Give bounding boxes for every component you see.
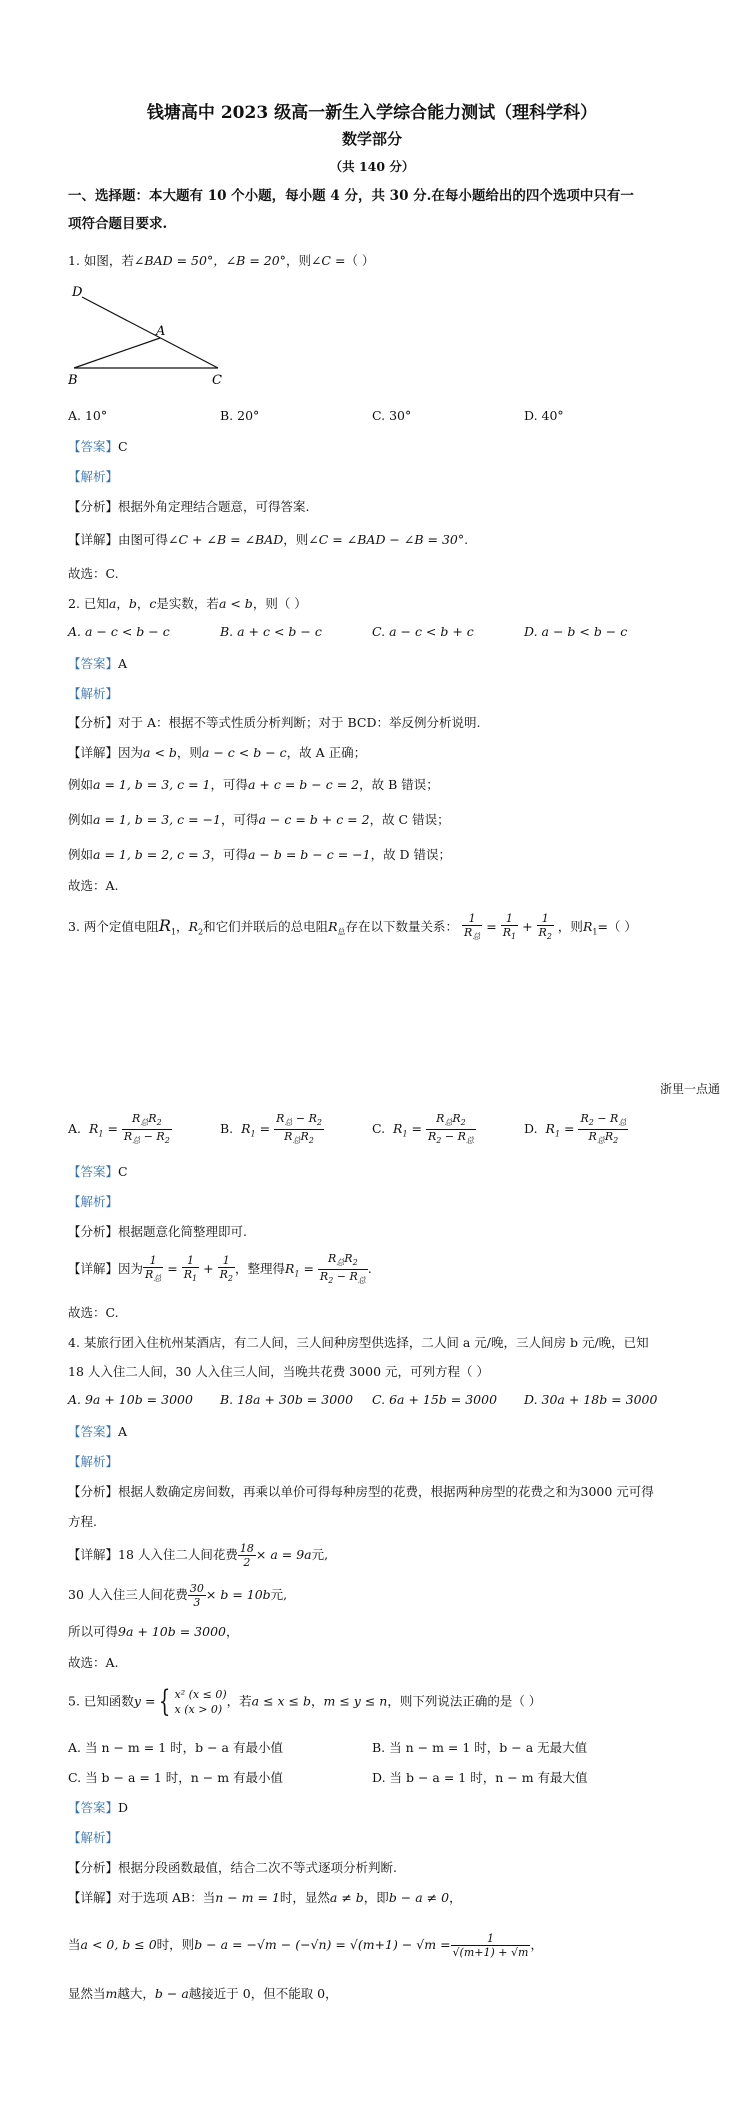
q1-detail-text2: ，则 — [283, 532, 309, 547]
q1-choose — [68, 564, 119, 582]
q3-detail: 【详解】因为 $\frac{1}{R_总}$ = $\frac{1}{R_1}$ + $\frac{1}{R_2}$ ，整理得$R_1$ = $\frac{R_总R_2}{R_2 - R_总}$ . — [68, 1252, 372, 1286]
q4-d1-math: × a = 9a — [255, 1547, 312, 1562]
q1-line-BA — [74, 338, 160, 368]
q2-detail-4 — [68, 845, 451, 863]
q1-answer-value: C — [118, 439, 128, 454]
q2-stem-text3: ，则（ ） — [252, 596, 307, 611]
q4-d3-text2: ， — [225, 1624, 239, 1639]
xiangjie-label: 【详解】 — [68, 1547, 119, 1562]
q3-option-a: A. $R_1$ = $\frac{R_总R_2}{R_总 - R_2}$ — [68, 1112, 170, 1146]
q2-stem-a: a — [108, 596, 117, 611]
choose-label: 故选： — [68, 1655, 106, 1670]
q2-fenxi — [68, 713, 480, 731]
q3-detail-text1: 因为 — [118, 1261, 144, 1277]
fenxi-label: 【分析】 — [68, 1224, 119, 1239]
q5-piece1: x² (x ≤ 0) — [174, 1688, 227, 1701]
q1-label-C: C — [212, 373, 222, 388]
q1-option-a: A. 10° — [68, 408, 108, 423]
q2-d1-text1: 因为 — [118, 745, 144, 760]
q4-choose-value: A. — [105, 1655, 119, 1670]
q1-label-A: A — [156, 324, 166, 339]
q1-answer — [68, 437, 128, 455]
q1-stem-math2: ∠C = — [310, 253, 346, 268]
q2-d3-math1: a = 1, b = 3, c = −1 — [93, 812, 221, 827]
q5-d2-math2: b − a = −√m − (−√n) = √(m+1) − √m = — [194, 1937, 451, 1952]
q3-stem-text3: 存在以下数量关系： — [345, 919, 459, 935]
q4-option-b: B. 18a + 30b = 3000 — [220, 1392, 354, 1407]
q3-stem-R1b-sub: 1 — [592, 927, 598, 937]
q4-option-c: C. 6a + 15b = 3000 — [372, 1392, 498, 1407]
q3-stem-text4: ，则 — [557, 919, 583, 935]
q2-choose-value: A. — [105, 878, 119, 893]
q5-d2-text3: ， — [530, 1937, 543, 1952]
q5-d1-text2: 时，显然 — [279, 1890, 330, 1905]
q2-d2-text1: 例如 — [68, 777, 94, 792]
q5-option-a: A. 当 n − m = 1 时，b − a 有最小值 — [68, 1740, 283, 1755]
q3-fenxi — [68, 1222, 247, 1240]
answer-label: 【答案】 — [68, 439, 119, 454]
q4-d3-math: 9a + 10b = 3000 — [118, 1624, 226, 1639]
q4-detail-2: 30 人入住三人间花费 $\frac{30}{3}$ × b = 10b元, — [68, 1582, 288, 1609]
q1-detail-math2: ∠C = ∠BAD − ∠B = 30° — [308, 532, 465, 547]
q1-line-DC — [82, 297, 218, 368]
q5-d1-math3: b − a ≠ 0 — [388, 1890, 450, 1905]
fenxi-label: 【分析】 — [68, 1484, 119, 1499]
q5-d2-math1: a < 0, b ≤ 0 — [80, 1937, 157, 1952]
q3-optB-label: B. — [220, 1121, 234, 1137]
q4-d2-math: × b = 10b — [205, 1587, 271, 1602]
q2-fenxi-text: 对于 A：根据不等式性质分析判断；对于 BCD：举反例分析说明. — [118, 715, 481, 730]
q3-optC-label: C. — [372, 1121, 386, 1137]
q5-stem-text2: ，若 — [226, 1693, 252, 1709]
q4-analysis-label: 【解析】 — [68, 1454, 119, 1469]
q4-option-d: D. 30a + 18b = 3000 — [524, 1392, 658, 1407]
q5-answer — [68, 1798, 128, 1816]
q1-detail-text3: . — [464, 532, 469, 547]
answer-label: 【答案】 — [68, 656, 119, 671]
q4-option-a: A. 9a + 10b = 3000 — [68, 1392, 193, 1407]
q5-detail-1 — [68, 1888, 462, 1906]
q2-d1-math2: a − c < b − c — [201, 745, 287, 760]
q1-stem-text2: ，则 — [285, 253, 311, 268]
q5-d1-text3: ，即 — [363, 1890, 389, 1905]
q3-option-d: D. $R_1$ = $\frac{R_2 - R_总}{R_总R_2}$ — [524, 1112, 627, 1146]
q4-d2-text2: 元, — [270, 1587, 288, 1602]
q5-d1-text4: ， — [449, 1890, 462, 1905]
q2-d3-math2: a − c = b + c = 2 — [258, 812, 370, 827]
q3-stem — [68, 912, 637, 943]
q5-stem-y: y = — [133, 1693, 156, 1709]
fenxi-label: 【分析】 — [68, 499, 119, 514]
q3-stem-R2: R — [188, 919, 198, 935]
q2-detail-2 — [68, 775, 439, 793]
q3-stem-equation: $\frac{1}{R_总}$ = $\frac{1}{R_1}$ + $\frac{1}{R_2}$ — [464, 912, 552, 942]
q4-detail-3 — [68, 1622, 239, 1640]
q2-option-d: D. a − b < b − c — [524, 624, 628, 639]
q1-triangle-figure — [68, 282, 238, 392]
q5-d3-text1: 显然当 — [68, 1986, 106, 2001]
q5-analysis-label: 【解析】 — [68, 1830, 119, 1845]
answer-label: 【答案】 — [68, 1800, 119, 1815]
q4-stem-line1: 4. 某旅行团入住杭州某酒店，有二人间，三人间种房型供选择，二人间 a 元/晚，三人间房 b 元/晚，已知 — [68, 1335, 649, 1350]
q1-label-B: B — [68, 373, 78, 388]
q5-d3-math1: m — [105, 1986, 118, 2001]
q4-answer — [68, 1422, 127, 1440]
q3-answer-value: C — [118, 1164, 128, 1179]
q4-answer-value: A — [118, 1424, 128, 1439]
page-title: 钱塘高中 2023 级高一新生入学综合能力测试（理科学科） — [146, 103, 598, 123]
section-heading-line1: 一、选择题：本大题有 10 个小题，每小题 4 分，共 30 分.在每小题给出的四个选项中只有一 — [68, 188, 634, 204]
xiangjie-label: 【详解】 — [68, 532, 119, 547]
q5-stem-text3: ， — [311, 1693, 324, 1709]
q5-stem-math2: m ≤ y ≤ n — [323, 1693, 388, 1709]
q5-stem — [68, 1684, 542, 1719]
q2-d1-text2: ，则 — [176, 745, 202, 760]
q5-d1-math1: n − m = 1 — [215, 1890, 280, 1905]
q4-d3-text1: 所以可得 — [68, 1624, 119, 1639]
q5-fenxi-text: 根据分段函数最值，结合二次不等式逐项分析判断. — [118, 1860, 397, 1875]
q4-choose — [68, 1653, 119, 1671]
q4-fenxi-text1: 根据人数确定房间数，再乘以单价可得每种房型的花费，根据两种房型的花费之和为3000 元可得 — [118, 1484, 654, 1499]
q2-d3-text1: 例如 — [68, 812, 94, 827]
q3-choose — [68, 1303, 119, 1321]
q3-stem-R1-sub: 1 — [170, 927, 177, 937]
q2-d1-text3: ，故 A 正确； — [286, 745, 367, 760]
q5-stem-text1: 5. 已知函数 — [68, 1693, 134, 1709]
q5-stem-math1: a ≤ x ≤ b — [251, 1693, 311, 1709]
q2-d2-math1: a = 1, b = 3, c = 1 — [93, 777, 211, 792]
q5-option-c: C. 当 b − a = 1 时，n − m 有最小值 — [68, 1770, 284, 1785]
q5-option-d: D. 当 b − a = 1 时，n − m 有最大值 — [372, 1770, 588, 1785]
q2-d2-text2: ，可得 — [210, 777, 248, 792]
q3-stem-text2: 和它们并联后的总电阻 — [203, 919, 329, 935]
q1-option-c: C. 30° — [372, 408, 412, 423]
q3-option-b: B. $R_1$ = $\frac{R_总 - R_2}{R_总R_2}$ — [220, 1112, 322, 1146]
q2-stem-text1: 2. 已知 — [68, 596, 109, 611]
q2-d4-math1: a = 1, b = 2, c = 3 — [93, 847, 211, 862]
q3-option-c: C. $R_1$ = $\frac{R_总R_2}{R_2 - R_总}$ — [372, 1112, 474, 1146]
q2-option-c: C. a − c < b + c — [372, 624, 474, 639]
q2-stem-b: b — [128, 596, 137, 611]
section-heading-line2: 项符合题目要求. — [68, 216, 168, 232]
q4-d1-text2: 元, — [311, 1547, 329, 1562]
xiangjie-label: 【详解】 — [68, 745, 119, 760]
q1-fenxi-text: 根据外角定理结合题意，可得答案. — [118, 499, 310, 514]
q3-stem-Rtotal: R — [328, 919, 338, 935]
q2-option-a: A. a − c < b − c — [68, 624, 170, 639]
q4-stem-line2: 18 人入住二人间，30 人入住三人间，当晚共花费 3000 元，可列方程（ ） — [68, 1364, 489, 1379]
q2-option-b: B. a + c < b − c — [220, 624, 322, 639]
q5-detail-2 — [68, 1932, 543, 1959]
q3-stem-R2-sub: 2 — [197, 927, 204, 937]
q3-stem-R1b: R — [582, 919, 593, 935]
q2-d4-text2: ，可得 — [210, 847, 248, 862]
q5-d1-math2: a ≠ b — [329, 1890, 364, 1905]
q2-stem — [68, 594, 307, 612]
q2-detail-1 — [68, 743, 366, 761]
q5-stem-text4: ，则下列说法正确的是（ ） — [387, 1693, 542, 1709]
q1-detail-math1: ∠C + ∠B = ∠BAD — [168, 532, 284, 547]
q1-stem-math1: ∠BAD = 50°，∠B = 20° — [133, 253, 286, 268]
fenxi-label: 【分析】 — [68, 1860, 119, 1875]
q1-analysis-label: 【解析】 — [68, 469, 119, 484]
q3-detail-text3: . — [367, 1261, 372, 1277]
q1-fenxi — [68, 497, 310, 515]
q5-detail-3 — [68, 1984, 338, 2002]
q2-stem-comma2: ， — [136, 596, 150, 611]
q5-brace: { — [159, 1684, 171, 1719]
q1-option-b: B. 20° — [220, 408, 260, 423]
choose-label: 故选： — [68, 566, 106, 581]
q1-detail-text1: 由图可得 — [118, 532, 169, 547]
q2-stem-math: a < b — [218, 596, 253, 611]
subject-title: 数学部分 — [341, 130, 402, 148]
q3-stem-Rtotal-sub: 总 — [337, 927, 346, 937]
q3-stem-R1: R — [158, 916, 171, 936]
q5-d2-fraction: $\frac{1}{√(m+1) + √m}$ — [452, 1932, 529, 1959]
q5-d1-text1: 对于选项 AB：当 — [118, 1890, 216, 1905]
q1-label-D: D — [72, 285, 83, 300]
q4-fenxi-line2: 方程. — [68, 1514, 97, 1529]
q1-detail — [68, 530, 468, 548]
q2-d3-text2: ，可得 — [220, 812, 259, 827]
q2-d3-text3: ，故 C 错误； — [369, 812, 450, 827]
q1-option-d: D. 40° — [524, 408, 564, 423]
q5-fenxi — [68, 1858, 397, 1876]
answer-label: 【答案】 — [68, 1424, 119, 1439]
q2-analysis-label: 【解析】 — [68, 686, 119, 701]
q5-piecewise — [175, 1687, 227, 1717]
fenxi-label: 【分析】 — [68, 715, 119, 730]
q3-choose-value: C. — [105, 1305, 119, 1320]
q3-optD-label: D. — [524, 1121, 538, 1137]
q2-stem-c: c — [149, 596, 157, 611]
q5-d3-math2: b − a — [154, 1986, 189, 2001]
q2-choose — [68, 876, 119, 894]
q2-d2-text3: ，故 B 错误； — [359, 777, 439, 792]
q5-answer-value: D — [118, 1800, 129, 1815]
q2-answer-value: A — [118, 656, 128, 671]
q5-option-b: B. 当 n − m = 1 时，b − a 无最大值 — [372, 1740, 588, 1755]
q3-stem-text5: =（ ） — [597, 919, 637, 935]
q4-d2-text1: 30 人入住三人间花费 — [68, 1587, 188, 1602]
answer-label: 【答案】 — [68, 1164, 119, 1179]
q2-answer — [68, 654, 127, 672]
q5-d2-text1: 当 — [68, 1937, 81, 1952]
q3-detail-text2: ，整理得 — [234, 1261, 285, 1277]
q2-stem-comma1: ， — [116, 596, 129, 611]
q3-answer — [68, 1162, 128, 1180]
q2-d4-text1: 例如 — [68, 847, 94, 862]
q2-d4-math2: a − b = b − c = −1 — [248, 847, 371, 862]
q1-stem-bracket: （ ） — [345, 253, 375, 268]
q1-choose-value: C. — [105, 566, 119, 581]
choose-label: 故选： — [68, 878, 106, 893]
q5-piece2: x (x > 0) — [174, 1703, 223, 1716]
total-score: （共 140 分） — [329, 159, 415, 174]
q1-stem-text: 1. 如图，若 — [68, 253, 134, 268]
q3-stem-comma: ， — [176, 919, 189, 935]
q3-fenxi-text: 根据题意化简整理即可. — [118, 1224, 247, 1239]
q4-d1-text1: 18 人入住二人间花费 — [118, 1547, 238, 1562]
q1-stem — [68, 251, 374, 269]
q2-detail-3 — [68, 810, 450, 828]
q4-detail-1: 【详解】18 人入住二人间花费 $\frac{18}{2}$ × a = 9a元, — [68, 1542, 329, 1569]
choose-label: 故选： — [68, 1305, 106, 1320]
q3-optA-label: A. — [68, 1121, 82, 1137]
q2-d1-math1: a < b — [143, 745, 177, 760]
q2-stem-text2: 是实数，若 — [156, 596, 219, 611]
watermark-text: 浙里一点通 — [660, 1082, 721, 1096]
q5-d2-text2: 时，则 — [156, 1937, 195, 1952]
q3-stem-text1: 3. 两个定值电阻 — [68, 919, 159, 935]
q5-d3-text3: 越接近于 0，但不能取 0， — [188, 1986, 338, 2001]
q5-d3-text2: 越大， — [117, 1986, 155, 2001]
q2-d4-text3: ，故 D 错误； — [370, 847, 452, 862]
q4-fenxi-line1 — [68, 1482, 654, 1500]
q3-analysis-label: 【解析】 — [68, 1194, 119, 1209]
q2-d2-math2: a + c = b − c = 2 — [248, 777, 360, 792]
xiangjie-label: 【详解】 — [68, 1261, 119, 1277]
xiangjie-label: 【详解】 — [68, 1890, 119, 1905]
